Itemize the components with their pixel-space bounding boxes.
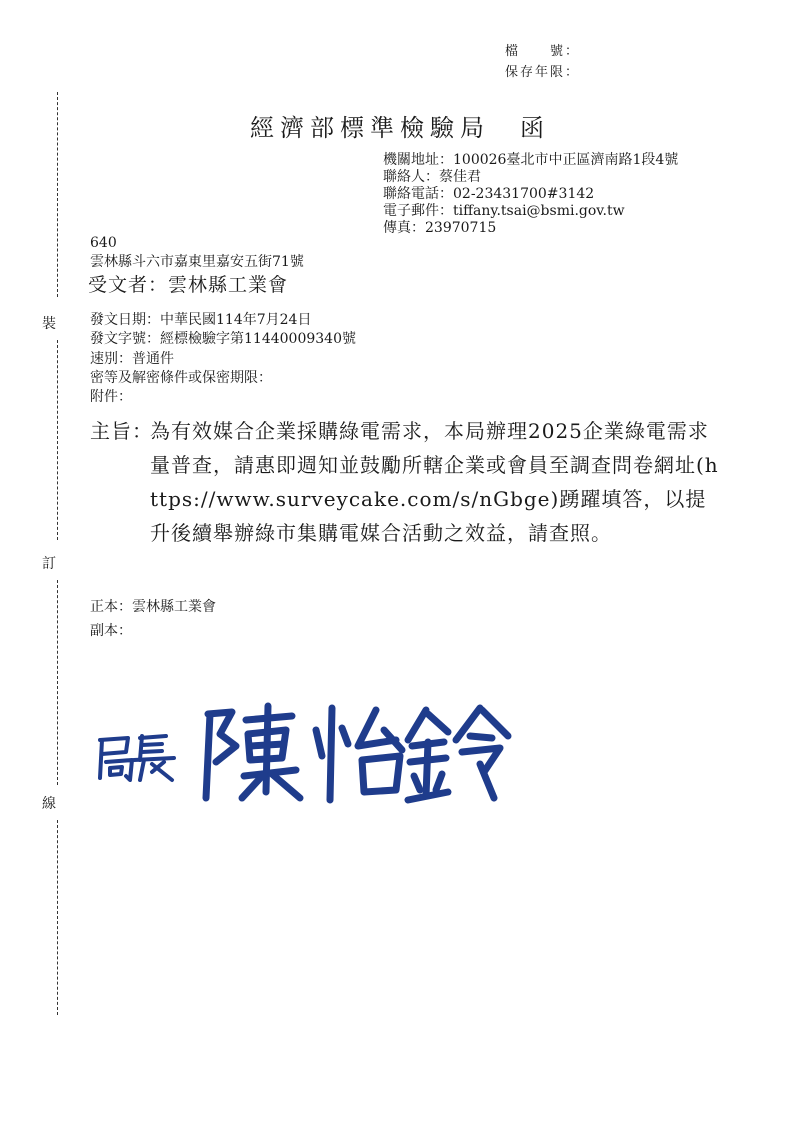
binding-mark-ding: 訂 xyxy=(42,553,56,573)
subject-label: 主旨： xyxy=(90,419,153,443)
contact-person: 聯絡人：蔡佳君 xyxy=(383,169,481,185)
subject-text: 為有效媒合企業採購綠電需求，本局辦理2025企業綠電需求量普查，請惠即週知並鼓勵所轄企業或會員至調查問卷網址(https://www.surveycake.com/s/nGbge)踴躍填答，以提升後續舉辦綠市集購電媒合活動之效益，請查照。 xyxy=(150,419,719,545)
contact-phone: 聯絡電話：02-23431700#3142 xyxy=(383,186,595,202)
director-signature xyxy=(96,700,516,810)
binding-mark-xian: 線 xyxy=(42,793,56,813)
recipient: 受文者：雲林縣工業會 xyxy=(88,274,289,296)
contact-email: 電子郵件：tiffany.tsai@bsmi.gov.tw xyxy=(383,203,625,219)
delivery-speed: 速別：普通件 xyxy=(90,351,174,367)
carbon-copy: 副本： xyxy=(90,623,132,639)
binding-line-segment xyxy=(57,580,58,785)
agency-address: 機關地址：100026臺北市中正區濟南路1段4號 xyxy=(383,152,679,168)
contact-fax: 傳真：23970715 xyxy=(383,220,497,236)
recipient-street: 雲林縣斗六市嘉東里嘉安五街71號 xyxy=(90,254,304,270)
document-title: 經濟部標準檢驗局 函 xyxy=(250,114,550,142)
binding-line-segment xyxy=(57,340,58,540)
archive-retention-period: 保存年限： xyxy=(505,65,581,80)
attachment: 附件： xyxy=(90,389,132,405)
issue-date: 發文日期：中華民國114年7月24日 xyxy=(90,312,312,328)
secrecy-level: 密等及解密條件或保密期限： xyxy=(90,370,272,386)
document-number: 發文字號：經標檢驗字第11440009340號 xyxy=(90,331,356,347)
original-recipient: 正本：雲林縣工業會 xyxy=(90,599,216,615)
binding-line-segment xyxy=(57,820,58,1015)
archive-file-number: 檔 號： xyxy=(505,44,581,59)
recipient-zip: 640 xyxy=(90,235,117,251)
binding-mark-zhuang: 裝 xyxy=(42,313,56,333)
